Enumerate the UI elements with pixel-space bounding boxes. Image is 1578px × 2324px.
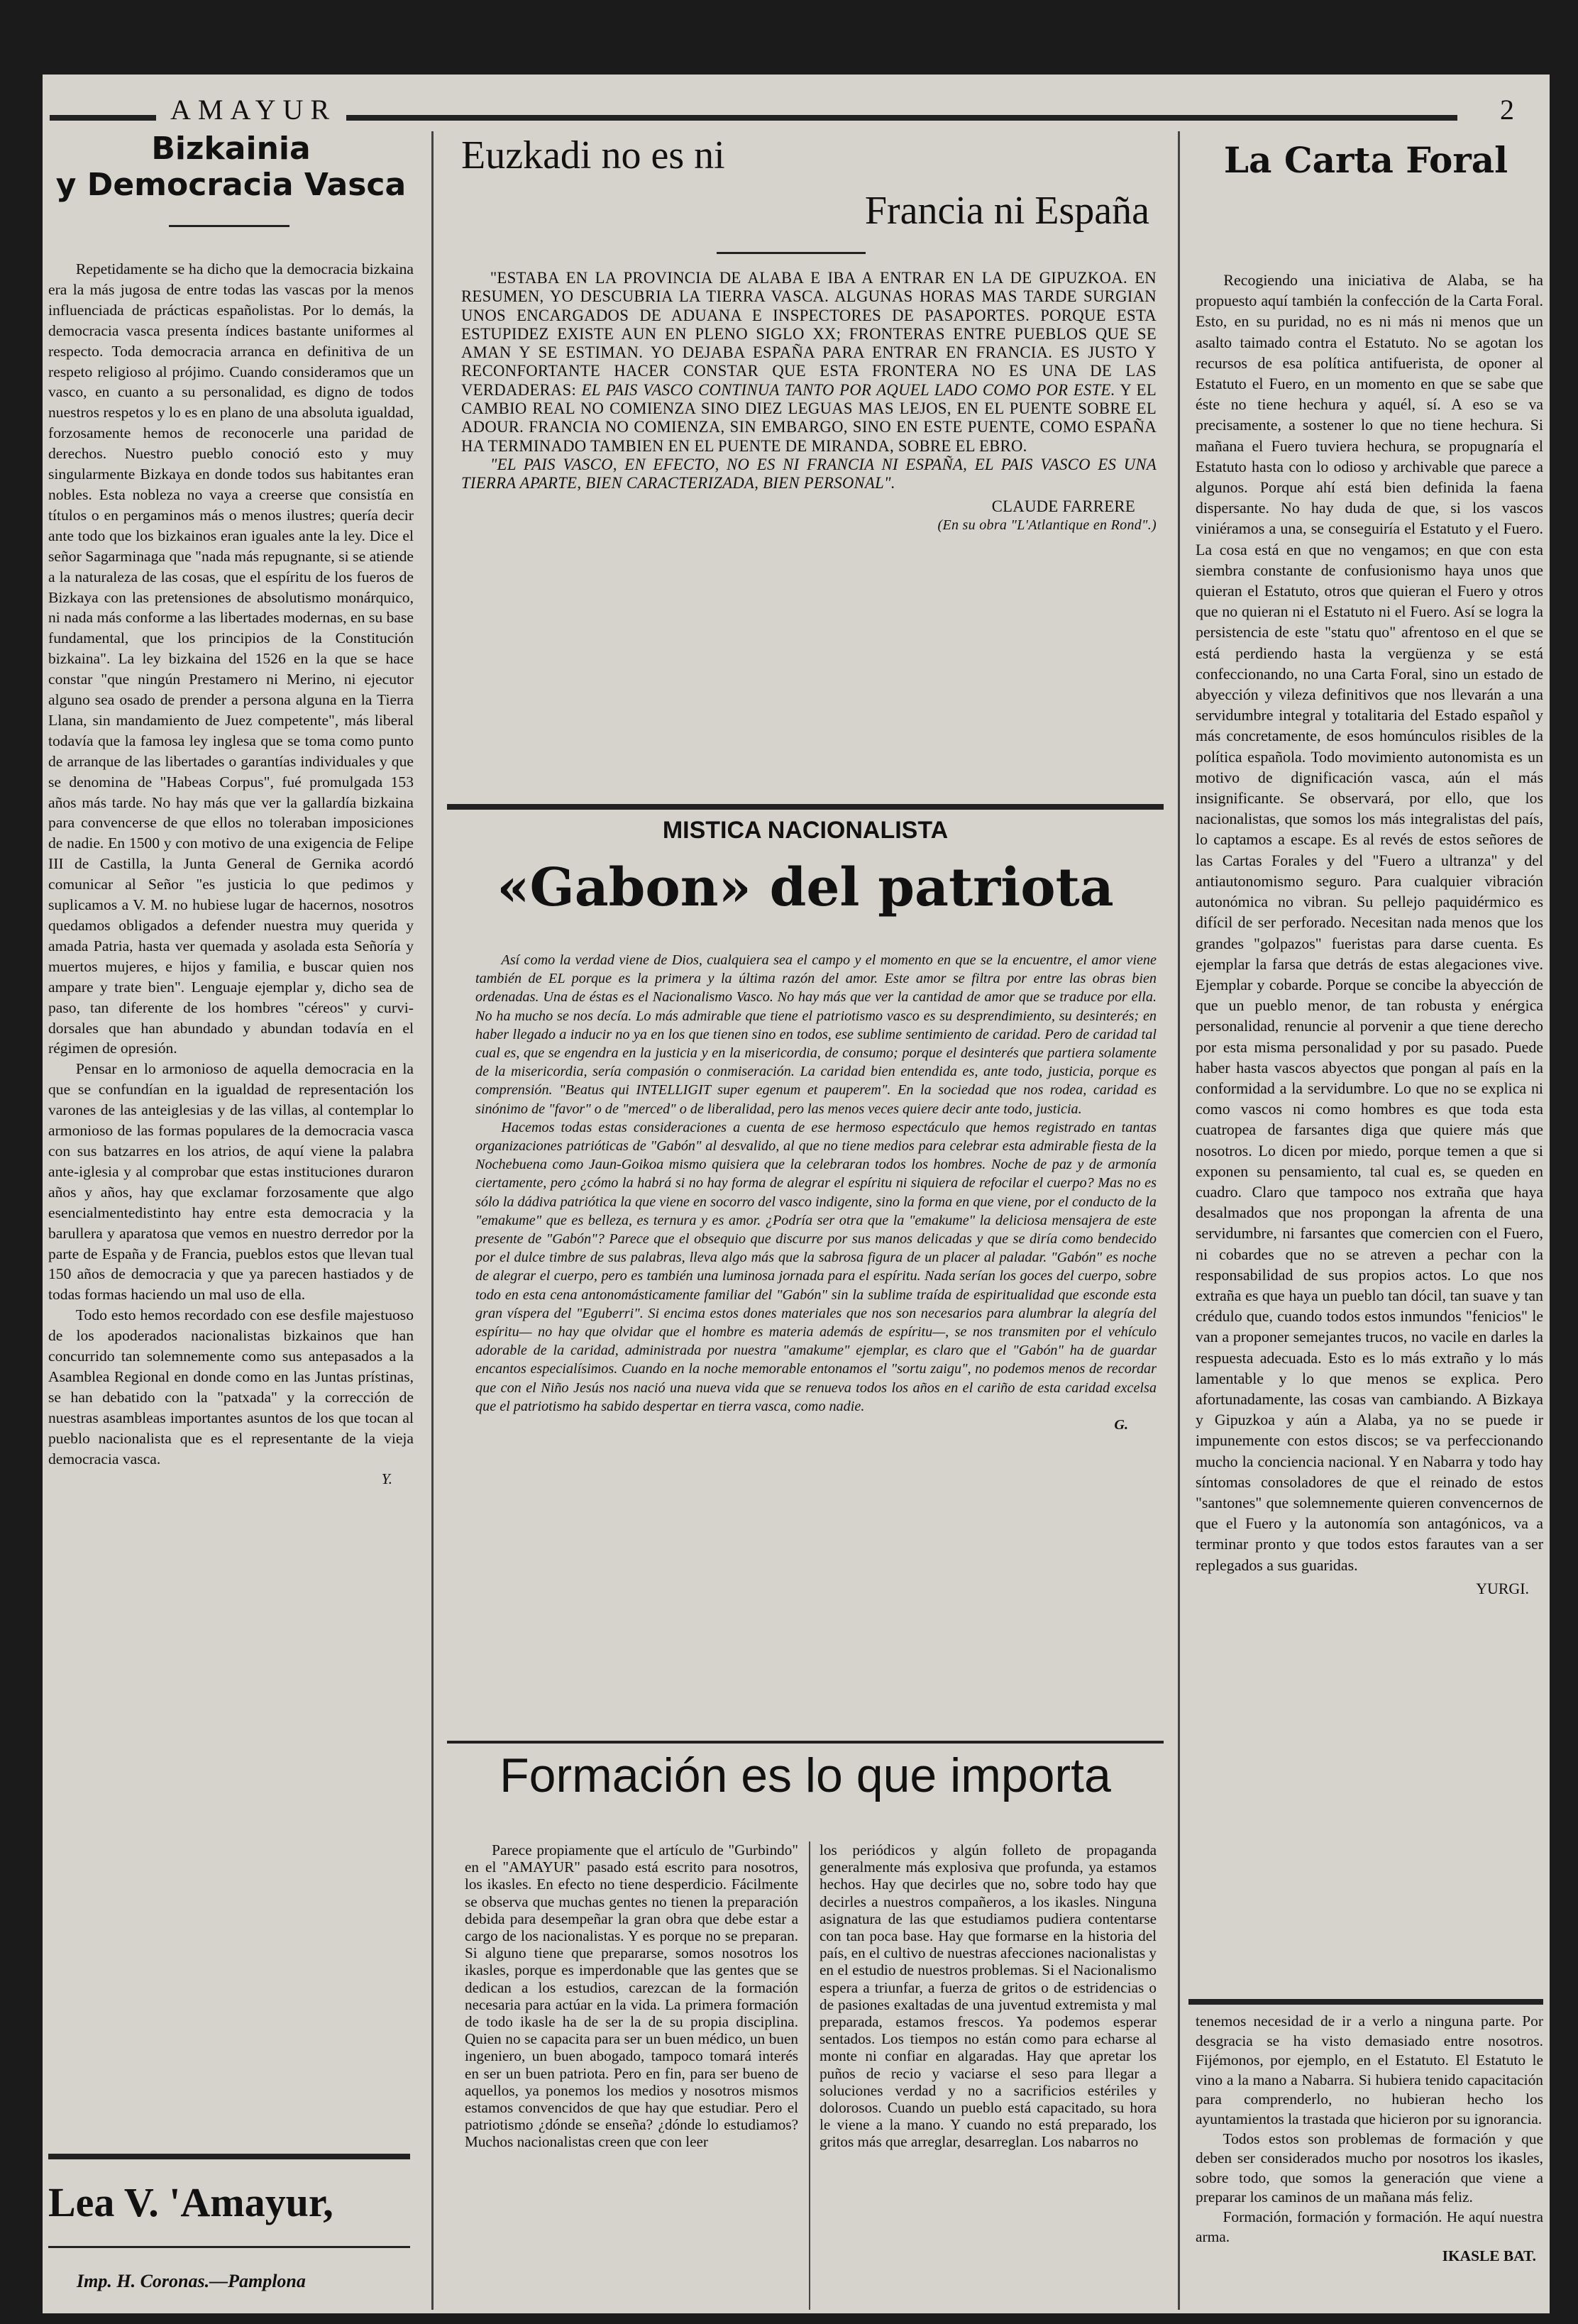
formacion-title: Formación es lo que importa [500,1748,1111,1802]
gabon-paragraph-1: Así como la verdad viene de Dios, cualquiera sea el campo y el momento en que se la encuentre, el amor viene también de EL porque es la primera y la última razón del amor. Este amor se filtra por entre las obras bien ordenadas. Una de éstas es el Nacionalismo Vasco. No hay más que ver la cantidad de amor que se traduce por ella. No ha mucho se nos decía. Lo más admirable que tiene el patriotismo vasco es su desprendimiento, su desinterés; en haber llegado a inducir no ya en los que tienen sino en todos, ese sublime sentimiento de caridad. Pero de caridad tal cual es, que se engendra en la justicia y en la misericordia, de consumo; porque el desinterés que partiera solamente de la misericordia, sería compasión o conmiseración. La caridad bien entendida es, ante todo, justicia, porque es comprensión. "Beatus qui INTELLIGIT super egenum et pauperem". En la sociedad que nos rodea, caridad es sinónimo de "favor" o de "merced" o de liberalidad, pero las menos veces quiere decir ante todo, justicia. [475,952,1157,1117]
formacion-paragraph-d: Todos estos son problemas de formación y que deben ser considerados mucho por nosotros los ikasles, sobre todo, que somos la generación que viene a preparar los caminos de un mañana más feliz. [1196,2130,1543,2206]
paper-name: AMAYUR [170,94,337,126]
column-divider-left [431,131,434,2310]
section-label: MISTICA NACIONALISTA [662,817,949,844]
masthead [50,93,1543,126]
left-paragraph-1: Repetidamente se ha dicho que la democracia bizkaina era la más jugosa de entre todas las vascas por la menos influenciada de prácticas españolistas. Por lo demás, la democracia vasca presenta índices bastante uniformes al respecto. Toda democracia arranca en definitiva de un respeto religioso al prójimo. Cuando consideramos que un vasco, en cuanto a su personalidad, es digno de todos nuestros respetos y lo es en plano de una absoluta igualdad, forzosamente hemos de reconocerle una paridad de derechos. Nuestro pueblo conoció esto y muy singularmente Bizkaya en donde todos sus habitantes eran nobles. Esta nobleza no vaya a creerse que consistía en títulos o en pergaminos más o menos ilustres; quería decir ante todo que los bizkainos eran iguales ante la ley. Dice el señor Sagarminaga que "nada más repugnante, si se atiende a la naturaleza de las cosas, que el espíritu de los fueros de Bizkaya con las pretensiones de absolutismo monárquico, ni nada más conforme a las libertades modernas, en su base fundamental, que los principios de la Constitución bizkaina". La ley bizkaina del 1526 en la que se hace constar "que ningún Prestamero ni Merino, ni ejecutor alguno sea osado de prender a persona alguna en la Tierra Llana, sin mandamiento de Juez competente", más liberal todavía que la famosa ley inglesa que se toma como punto de arranque de las libertades o garantías individuales y que se denomina de "Habeas Corpus", fué promulgada 153 años más tarde. No hay más que ver la gallardía bizkaina para convencerse de que ellos no toleraban imposiciones de nadie. En 1500 y con motivo de una exigencia de Felipe III de Castilla, la Junta General de Gernika acordó comunicar al Señor "es justicia lo que pedimos y suplicamos a V. M. no hubiese lugar de hacernos, nosotros quedamos obligados a defender nuestra muy querida y amada Patria, hasta ver quemada y asolada esta Señoría y muertos mujeres, e hijos y familia, e buscar quien nos ampare y trate bien". Lenguaje ejemplar y, dicho sea de paso, tan diferente de los hombres "céreos" y curvi-dorsales que han abundado y abundan todavía en el régimen de opresión. [48,260,414,1057]
page-number: 2 [1500,94,1514,126]
center-column [447,131,1164,2313]
formacion-paragraph-e: Formación, formación y formación. He aquí nuestra arma. [1196,2208,1543,2245]
amayur-ad: Lea V. 'Amayur, [48,2179,333,2225]
gabon-title: «Gabon» del patriota [497,857,1114,918]
masthead-rule-left [50,115,156,121]
quote-text-a: "ESTABA EN LA PROVINCIA DE ALABA E IBA A ENTRAR EN LA DE GIPUZKOA. EN RESUMEN, YO DESCUBRIA LA TIERRA VASCA. ALGUNAS HORAS MAS TARDE SURGIAN UNOS ENCARGADOS DE ADUANA E INSPECTORES DE PASAPORTES. PORQUE ESTA ESTUPIDEZ EXISTE AUN EN PLENO SIGLO XX; FRONTERAS ENTRE PUEBLOS QUE SE AMAN Y SE ESTIMAN. YO DEJABA ESPAÑA PARA ENTRAR EN FRANCIA. ES JUSTO Y RECONFORTANTE HACER CONSTAR QUE ESTA FRONTERA NO ES UNA DE LAS VERDADERAS: [461,269,1157,399]
quote-paragraph-2: "EL PAIS VASCO, EN EFECTO, NO ES NI FRANCIA NI ESPAÑA, EL PAIS VASCO ES UNA TIERRA APARTE, BIEN CARACTERIZADA, BIEN PERSONAL". [461,455,1157,492]
formacion-column-a [465,1841,798,2313]
center-rule-1 [447,804,1164,810]
quote-source: (En su obra "L'Atlantique en Rond".) [937,517,1157,533]
ad-rule [48,2246,410,2248]
euzkadi-title-line1: Euzkadi no es ni [461,133,725,177]
quote-text-b: Y EL CAMBIO REAL NO COMIENZA SINO DIEZ LEGUAS MAS LEJOS, EN EL PUENTE SOBRE EL ADOUR. FRANCIA NO COMIENZA, SIN EMBARGO, SINO EN ESTE PUENTE, COMO ESPAÑA HA TERMINADO TAMBIEN EN EL PUENTE DE MIRANDA, SOBRE EL EBRO. [461,380,1157,455]
left-signature: Y. [381,1470,392,1488]
gabon-paragraph-2: Hacemos todas estas consideraciones a cuenta de ese hermoso espectáculo que hemos registrado en tantas organizaciones patrióticas de "Gabón" al desvalido, al que no tiene medios para celebrar esta admirable fiesta de la Nochebuena como Jaun-Goikoa mismo quisiera que la celebraran todos los hombres. Noche de paz y de armonía ciertamente, pero ¿cómo la habrá si no hay forma de alegrar el espíritu ni siquiera de refocilar el cuerpo? Mas no es sólo la dádiva patriótica la que viene en socorro del vasco indigente, sino la forma en que viene, por el conducto de la "emakume" que es belleza, es ternura y es amor. ¿Podría ser otra que la "emakume" la deliciosa mensajera de este presente de "Gabón"? Parece que el obsequio que discurre por sus manos delicadas y que se diría como bendecido por el dulce timbre de sus palabras, lleva algo más que la sabrosa figura de un placer al paladar. "Gabón" es noche de alegrar el cuerpo, pero es también una luminosa jornada para el espíritu. Nada serían los goces del cuerpo, sobre todo en esta cena antonomásticamente familiar del "Gabón" sin la sublime traída de espiritualidad que esconde esta gran víspera del "Eguberri". Si encima estos dones materiales que nos son necesarios para alumbrar la alegría del espíritu— no hay que olvidar que el hombre es materia además de espíritu—, se nos transmiten por el vehículo adorable de la caridad, administrada por nuestra "amakume" ejemplar, es claro que el "Gabón" ha de guardar encantos especialísimos. Cuando en la noche memorable entonamos el "sortu zaigu", no podemos menos de recordar que con el Niño Jesús nos nació una nueva vida que se renueva todos los años en el cariño de esta caridad excelsa que el patriotismo ha sabido despertar en tierra vasca, como nadie. [475,1119,1157,1414]
left-headline-line1: Bizkainia [151,131,311,167]
formacion-column-b [820,1841,1157,2313]
formacion-continuation [1196,2012,1543,2267]
formacion-paragraph-a: Parece propiamente que el artículo de "Gurbindo" en el "AMAYUR" pasado está escrito para nosotros, los ikasles. En efecto no tiene desperdicio. Fácilmente se observa que muchas gentes no tienen la preparación debida para desempeñar la gran obra que debe estar a cargo de los nacionalistas. Y es porque no se preparan. Si alguno tiene que prepararse, somos nosotros los ikasles, porque es imperdonable que las gentes que se dedican a los estudios, carezcan de la formación necesaria para actúar en la vida. La primera formación de todo ikasle ha de ser la de su propia disciplina. Quien no se capacita para ser un buen médico, un buen ingeniero, un buen abogado, tampoco tomará interés en ser un buen patriota. Pero en fin, para ser bueno de aquellos, ya ponemos los medios y nosotros mismos estamos convencidos de que hay que estudiar. Pero el patriotismo ¿dónde se enseña? ¿dónde lo estudiamos? Muchos nacionalistas creen que con leer [465,1841,798,2151]
right-rule [1188,1999,1543,2005]
printer-imprint: Imp. H. Coronas.—Pamplona [77,2271,306,2291]
gabon-signature: G. [1114,1417,1128,1433]
farrere-quote [461,269,1157,534]
quote-author: CLAUDE FARRERE [991,497,1135,515]
masthead-rule-right [346,115,1457,121]
euzkadi-title-line2: Francia ni España [864,189,1149,233]
column-divider-right [1178,131,1180,2310]
formacion-paragraph-c: tenemos necesidad de ir a verlo a ninguna parte. Por desgracia se ha visto demasiado entre nosotros. Fijémonos, por ejemplo, en el Estatuto. El Estatuto le vino a la mano a Nabarra. Si hubiera tenido capacitación para comprenderlo, no hubieran hecho los ayuntamientos la trastada que hicieron por su ignorancia. [1196,2012,1543,2127]
carta-foral-title: La Carta Foral [1223,139,1508,181]
left-paragraph-2: Pensar en lo armonioso de aquella democracia en la que se confundían en la igualdad de representación los varones de las anteiglesias y de las villas, al contemplar lo armonioso de las formas populares de la democracia vasca con sus batzarres en los atrios, de aquí viene la palabra ante-iglesia y al comprobar que estas instituciones duraron años y años, hay que exclamar forzosamente que algo esencialmentedistinto hay entre esta democracia y la barullera y aparatosa que vemos en nuestro derredor por la parte de España y de Francia, pueblos estos que llevan tual 150 años de democracia y que ya parecen hastiados y de todas formas haciendo un mal uso de ella. [48,1060,414,1304]
formacion-signature: IKASLE BAT. [1442,2247,1536,2265]
newspaper-page [43,75,1550,2313]
carta-foral-body [1196,270,1543,1599]
formacion-divider [809,1841,810,2310]
formacion-paragraph-b: los periódicos y algún folleto de propaganda generalmente más explosiva que profunda, ya estamos hechos. Hay que decirles que no, sobre todo hay que decirles a nuestros compañeros, a los ikasles. Ninguna asignatura de las que estudiamos pudiera contentarse con tan poca base. Hay que formarse en la historia del país, en el cultivo de nuestras afecciones nacionalistas y en el estudio de nuestros problemas. Si el Nacionalismo espera a triunfar, a fuerza de gritos o de estridencias o de pasiones exaltadas de una juventud extremista y mal preparada, estamos frescos. Ya podemos esperar sentados. Los tiempos no están como para echarse al monte ni confiar en algaradas. Hay que apretar los puños de recio y vaciarse el seso para llegar a soluciones verdad y no a sacrificios estériles y dolorosos. Cuando un pueblo está capacitado, su hora le viene a la mano. Y cuando no está preparado, los gritos más que arreglar, desarreglan. Los nabarros no [820,1841,1157,2151]
left-paragraph-3: Todo esto hemos recordado con ese desfile majestuoso de los apoderados nacionalistas bizkainos que han concurrido tan solemnemente como sus antepasados a la Asamblea Regional en donde como en las Juntas prístinas, se han debatido con la "patxada" y la corrección de nuestras asambleas importantes asuntos de los que tocan al pueblo nacionalista que es el representante de la vieja democracia vasca. [48,1306,414,1467]
headline-rule [169,225,289,227]
carta-foral-paragraph: Recogiendo una iniciativa de Alaba, se ha propuesto aquí también la confección de la Carta Foral. Esto, en su puridad, no es ni más ni menos que un asalto taimado contra el Estatuto. No se agotan los recursos de esa política antifuerista, de oponer al Estatuto el Fuero, en un momento en que se sabe que éste no tiene hechura y aquél, sí. A eso se va precisamente, a sostener lo que no tiene hechura. Si mañana el Fuero tuviera hechura, se propugnaría el Estatuto hasta con lo odioso y archivable que parece a algunos. Porque ahí está bien definida la faena dispersante. No hay duda de que, si los vascos viniéramos a una, se conseguiría el Estatuto y el Fuero. La cosa está en que no vengamos; en que con esta siembra constante de confusionismo haya unos que quieran el Estatuto, otros que quieran el Fuero y otros que no quieran ni el Estatuto ni el Fuero. Así se logra la persistencia de este "statu quo" afrentoso en el que se está perdiendo hasta la vergüenza y se está confeccionando, no una Carta Foral, sino un estado de abyección y vileza definitivos que nos llevarán a una servidumbre integral y totalitaria del Estado español y más concretamente, de esos homúnculos risibles de la política española. Todo movimiento autonomista es un motivo de dignificación vasca, aún el más insignificante. Se observará, por ello, que los nacionalistas, que somos los más integralistas del país, lo captamos a escape. Es al revés de estos señores de las Cartas Forales y del "Fuero a ultranza" y del antiautonomismo seguro. Para cualquier vibración autonómica no vibran. Su pellejo paquidérmico es difícil de ser perforado. Necesitan nada menos que los grandes "golpazos" fueristas para darse cuenta. Es ejemplar la farsa que detrás de estas alegaciones vive. Ejemplar y cobarde. Porque se concibe la abyección de que un pueblo menor, de tan robusta y enérgica personalidad, renuncie al porvenir a que tiene derecho por esta misma personalidad y por su pasado. Puede haber hasta vascos abyectos que pongan al país en la conformidad a la servidumbre. Lo que no se explica ni como vascos ni como hombres es que toda esta cuatropea de farsantes diga que quiere más que nosotros. Lo dicen por miedo, porque temen a que si exponen su pensamiento, tal cual es, se queden en cuadro. Claro que tampoco nos extraña que haya desalmados que nos propongan la afrenta de una servidumbre, ni farsantes que comercien con el Fuero, ni cobardes que no se atreven a pechar con la responsabilidad de sus propios actos. Lo que nos extraña es que haya un pueblo tan dócil, tan suave y tan crédulo que, cuando todos estos inmundos "fenicios" le van a proponer semejantes trucos, no vacile en darles la respuesta adecuada. Esto es lo más extraño y lo más lamentable y lo que menos se explica. Pero afortunadamente, las cosas van cambiando. A Bizkaya y Gipuzkoa y aún a Alaba, ya no se puede ir impunemente con estos discos; se va perfeccionando mucho la conciencia nacional. Y en Nabarra y todo hay síntomas consoladores de que el reinado de estos "santones" que solemnemente quieren convencernos de que el Fuero y la autonomía son antagónicos, va a terminar pronto y que todos estos farautes van a ser replegados a sus guaridas. [1196,271,1543,1574]
left-bottom-rule [48,2154,410,2159]
right-column [1188,131,1543,2313]
quote-paragraph-1 [461,269,1157,456]
quote-text-italic: EL PAIS VASCO CONTINUA TANTO POR AQUEL LADO COMO POR ESTE. [581,380,1115,399]
euzkadi-rule [717,252,866,254]
left-article-body [48,259,414,1489]
gabon-article-body [475,951,1157,1434]
left-headline [48,131,414,203]
center-rule-2 [447,1741,1164,1744]
left-column [48,131,414,2310]
carta-foral-signature: YURGI. [1476,1579,1529,1597]
left-headline-line2: y Democracia Vasca [55,166,407,203]
